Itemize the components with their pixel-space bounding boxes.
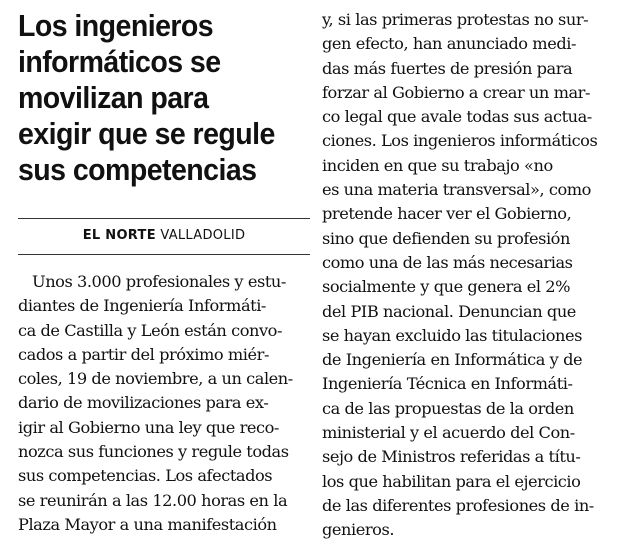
byline (18, 228, 310, 243)
headline-line: exigir que se regule (18, 116, 275, 151)
body-line: ca de Castilla y León están convo- (18, 320, 282, 340)
body-line: igir al Gobierno una ley que reco- (18, 417, 279, 437)
body-line: das más fuertes de presión para (322, 58, 573, 78)
headline-line: sus competencias (18, 152, 257, 187)
byline-bottom-rule (18, 254, 310, 255)
body-line: genieros. (322, 520, 395, 540)
body-line: ministerial y el acuerdo del Con- (322, 423, 575, 443)
body-line: nozca sus funciones y regule todas (18, 442, 289, 462)
body-line: socialmente y que genera el 2% (322, 277, 571, 297)
headline-line: informáticos se (18, 44, 221, 79)
body-line: diantes de Ingeniería Informáti- (18, 296, 266, 316)
headline-line: movilizan para (18, 80, 209, 115)
byline-top-rule (18, 218, 310, 219)
body-text-right (322, 8, 632, 543)
body-line: gen efecto, han anunciado medi- (322, 34, 576, 54)
body-line: coles, 19 de noviembre, a un calen- (18, 369, 293, 389)
body-line: ca de las propuestas de la orden (322, 398, 574, 418)
headline-line: Los ingenieros (18, 8, 214, 43)
body-line: es una materia transversal», como (322, 180, 591, 200)
body-line: pretende hacer ver el Gobierno, (322, 204, 572, 224)
body-line: Unos 3.000 profesionales y estu- (32, 272, 286, 291)
byline-location: VALLADOLID (160, 228, 246, 243)
body-line: cados a partir del próximo miér- (18, 344, 269, 364)
body-line: los que habilitan para el ejercicio (322, 471, 581, 491)
body-line: como una de las más necesarias (322, 252, 573, 272)
body-line: de las diferentes profesiones de in- (322, 495, 594, 515)
body-line: del PIB nacional. Denuncian que (322, 301, 576, 321)
headline (18, 8, 312, 188)
body-line: forzar al Gobierno a crear un mar- (322, 82, 590, 102)
body-line: se hayan excluido las titulaciones (322, 325, 583, 345)
body-line: sus competencias. Los afectados (18, 466, 273, 486)
body-line: Ingeniería Técnica en Informáti- (322, 374, 573, 394)
body-line: ciones. Los ingenieros informáticos (322, 131, 598, 151)
body-line: y, si las primeras protestas no sur- (322, 10, 589, 29)
body-line: co legal que avale todas sus actua- (322, 107, 592, 127)
body-line: inciden en que su trabajo «no (322, 155, 553, 175)
body-line: Plaza Mayor a una manifestación (18, 514, 277, 534)
byline-source: EL NORTE (82, 228, 156, 243)
body-line: sino que defienden su profesión (322, 228, 570, 248)
body-line: de Ingeniería en Informática y de (322, 350, 583, 370)
body-line: sejo de Ministros referidas a títu- (322, 447, 581, 467)
body-line: se reunirán a las 12.00 horas en la (18, 490, 288, 510)
body-text-left (18, 270, 318, 537)
body-line: dario de movilizaciones para ex- (18, 393, 269, 413)
left-column (18, 8, 310, 534)
